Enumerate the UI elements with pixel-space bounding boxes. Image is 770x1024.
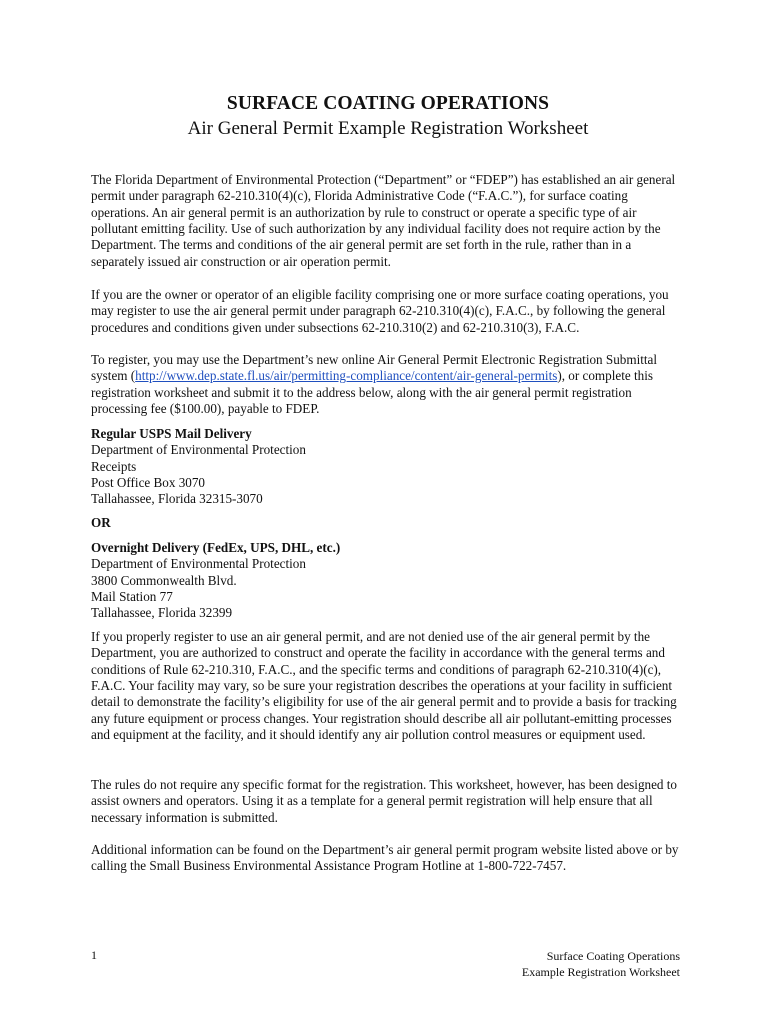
additional-info-paragraph: Additional information can be found on the Department’s air general permit program website listed above or by calling the Small Business Environmental Assistance Program Hotline at 1-800-722-7457. [91,842,679,874]
usps-address-line: Department of Environmental Protection [91,442,306,458]
overnight-address-line: Tallahassee, Florida 32399 [91,605,233,621]
overnight-address-line: Mail Station 77 [91,588,173,604]
page-footer [522,948,680,980]
footer-doc-name: Surface Coating Operations [546,949,680,963]
usps-address-block [91,426,685,507]
page-number: 1 [91,948,97,962]
document-page [91,0,685,1024]
register-paragraph [91,352,685,417]
intro-paragraph: The Florida Department of Environmental Protection (“Department” or “FDEP”) has established an air general permit under paragraph 62-210.310(4)(c), Florida Administrative Code (“F.A.C.”), for surface coating operations. An air general permit is an authorization by rule to construct or operate a specific type of air pollutant emitting facility. Use of such authorization by any individual facility does not require action by the Department. The terms and conditions of the air general permit are set forth in the rule, rather than in a separately issued air construction or air operation permit. [91,172,676,269]
footer-doc-subtitle: Example Registration Worksheet [521,965,680,979]
format-paragraph: The rules do not require any specific format for the registration. This worksheet, however, has been designed to assist owners and operators. Using it as a template for a general permit registration will help ensure that all necessary information is submitted. [91,777,677,825]
or-label: OR [91,515,111,530]
usps-heading: Regular USPS Mail Delivery [91,426,252,441]
or-separator [91,515,685,531]
overnight-address-line: 3800 Commonwealth Blvd. [91,572,237,588]
authorization-paragraph: If you properly register to use an air general permit, and are not denied use of the air general permit by the Department, you are authorized to construct and operate the facility in accordance with the general terms and conditions of Rule 62-210.310, F.A.C., and the specific terms and conditions of paragraph 62-210.310(4)(c), F.A.C. Your facility may vary, so be sure your registration describes the operations at your facility in sufficient detail to demonstrate the facility’s eligibility for use of the air general permit and to provide a basis for tracking any future equipment or process changes. Your registration should describe all air pollutant-emitting processes and equipment at the facility, and it should identify any air pollution control measures or equipment used. [91,629,677,743]
air-general-permits-link[interactable]: http://www.dep.state.fl.us/air/permitting-compliance/content/air-general-permits [135,368,558,384]
document-title: SURFACE COATING OPERATIONS [226,93,550,114]
usps-address-line: Receipts [91,458,137,474]
overnight-address-block [91,540,685,621]
register-text-after: ), or complete this registration worksheet and submit it to the address below, along with the air general permit registration processing fee ($100.00), payable to FDEP. [91,368,653,417]
register-text-before: To register, you may use the Department’s new online Air General Permit Electronic Registration Submittal system ( [91,352,658,384]
eligibility-paragraph: If you are the owner or operator of an eligible facility comprising one or more surface coating operations, you may register to use the air general permit under paragraph 62-210.310(4)(c), F.A.C., by following the general procedures and conditions given under subsections 62-210.310(2) and 62-210.310(3), F.A.C. [91,287,669,335]
overnight-address-line: Department of Environmental Protection [91,556,306,572]
usps-address-line: Post Office Box 3070 [91,474,206,490]
document-subtitle: Air General Permit Example Registration Worksheet [187,118,589,139]
usps-address-line: Tallahassee, Florida 32315-3070 [91,491,263,507]
overnight-heading: Overnight Delivery (FedEx, UPS, DHL, etc.) [91,540,341,555]
